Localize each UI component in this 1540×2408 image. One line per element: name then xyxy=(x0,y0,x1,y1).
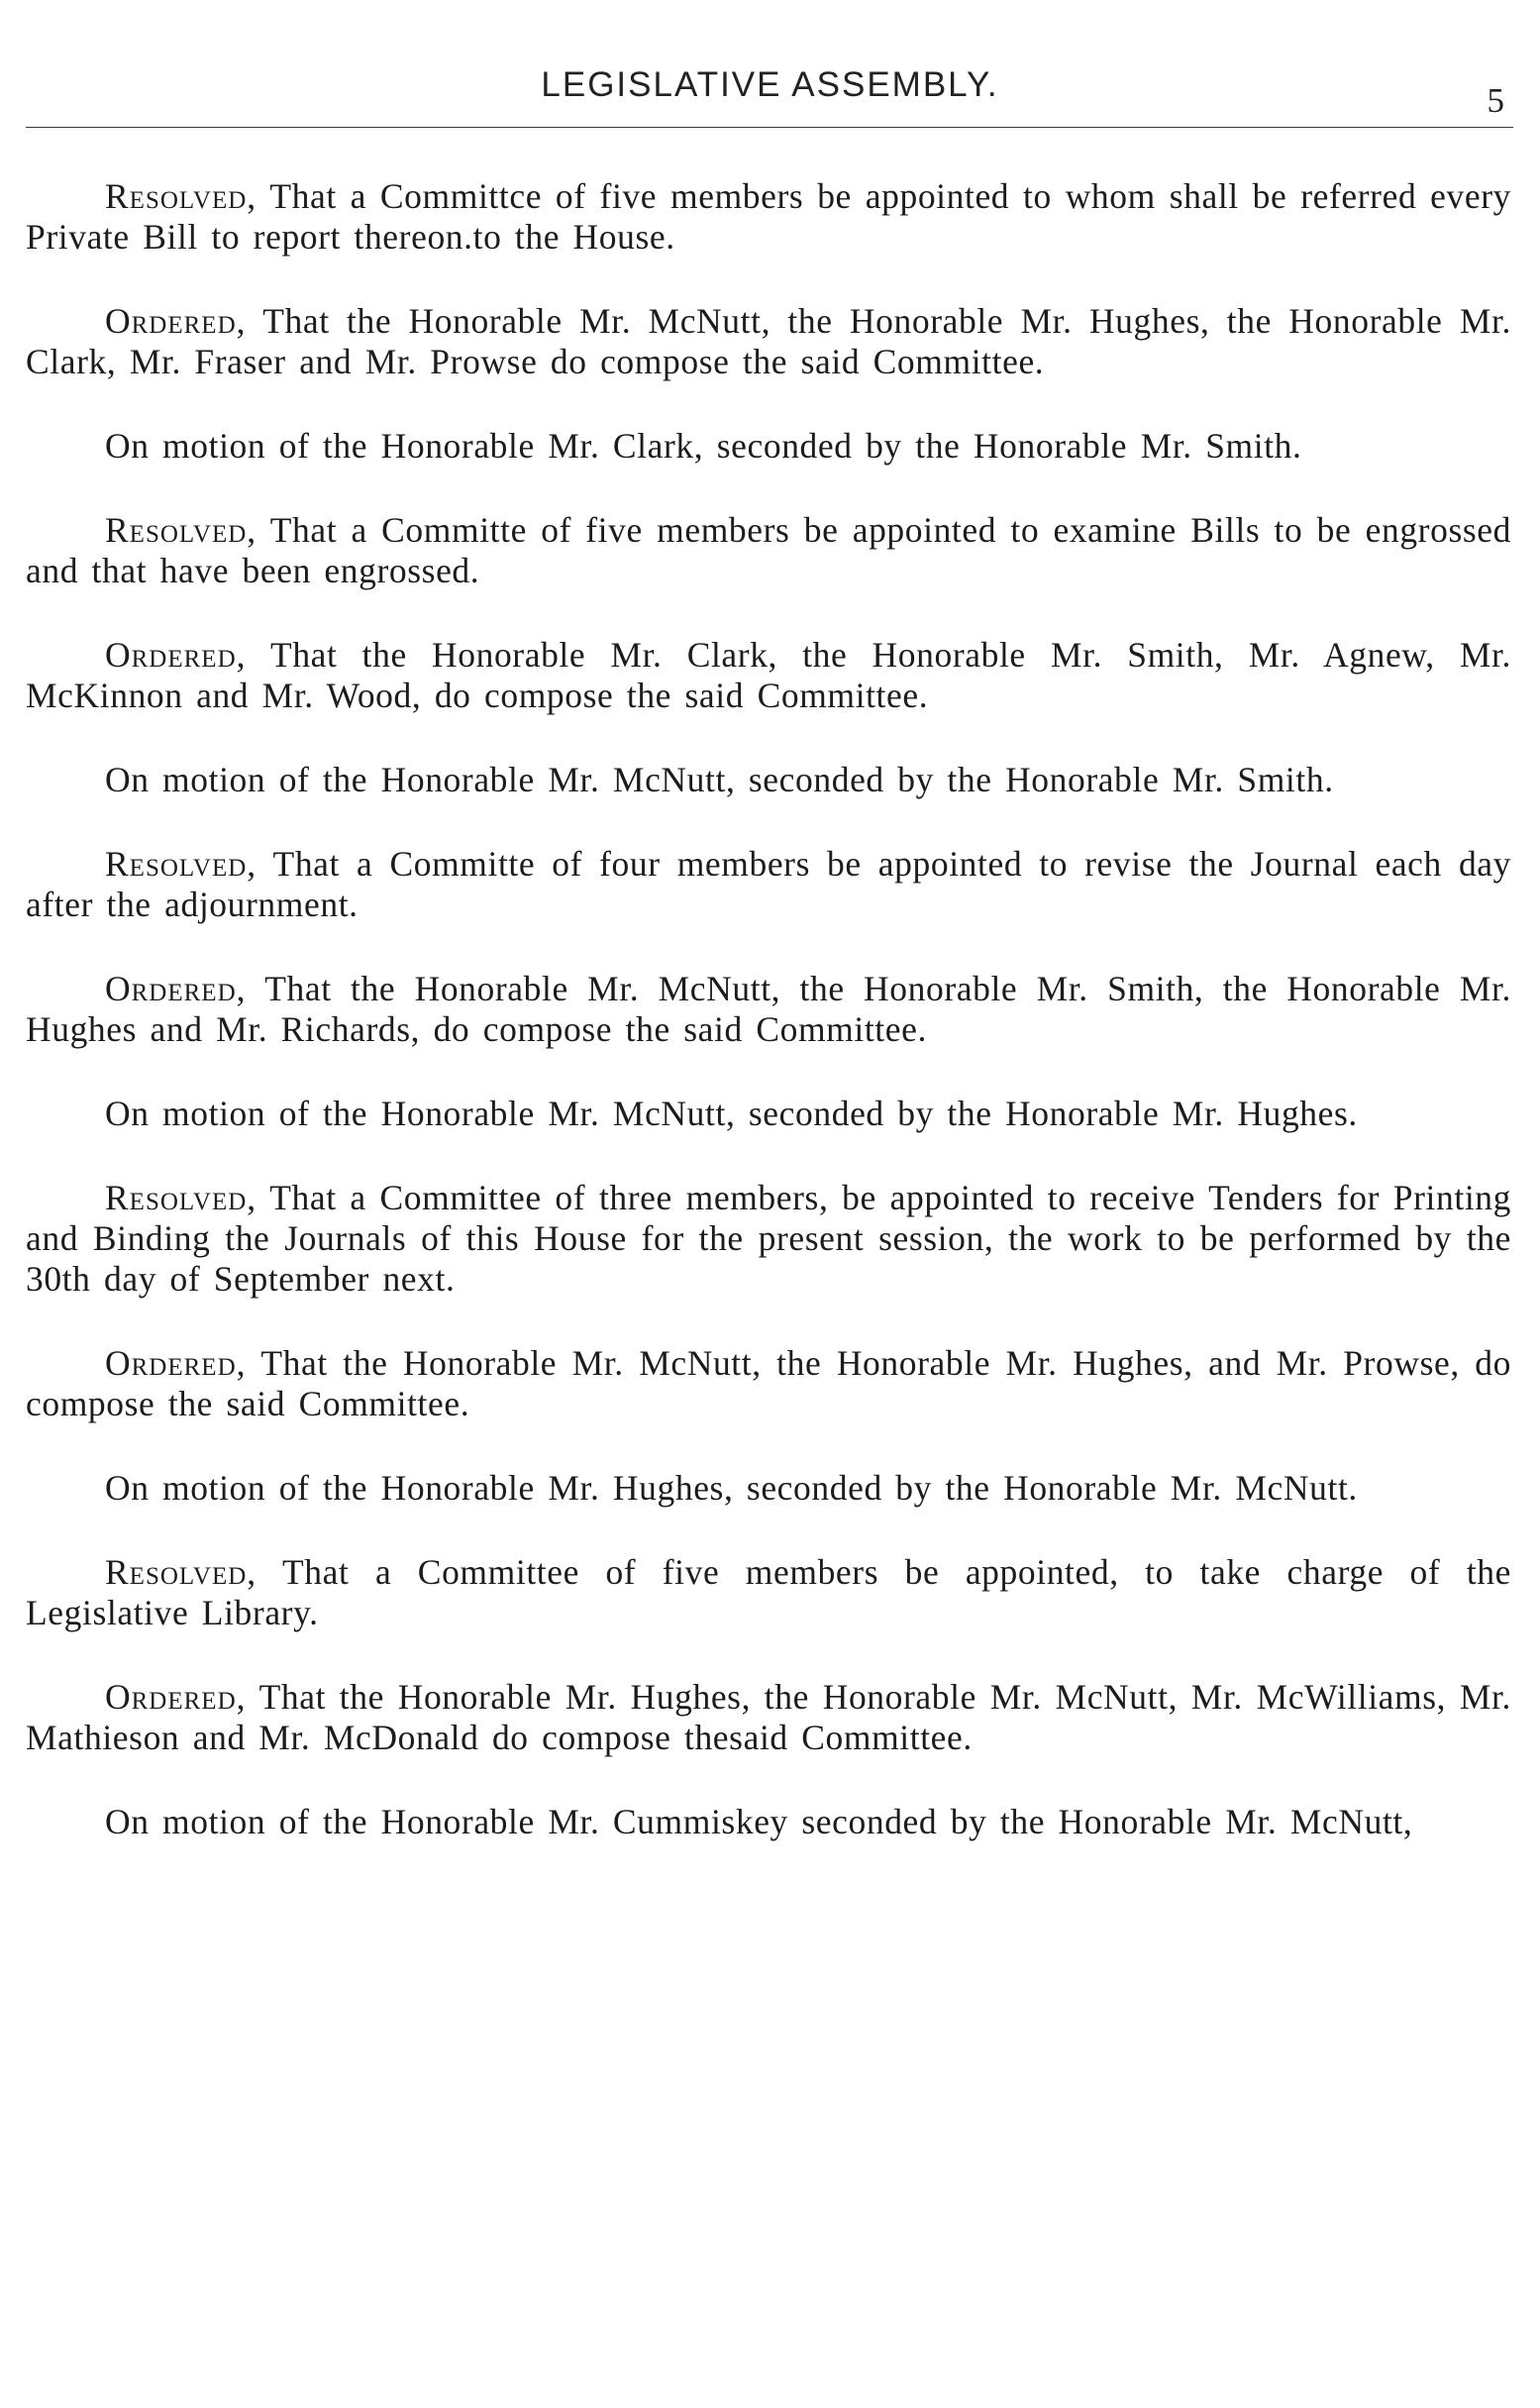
paragraph-lead: Ordered, xyxy=(105,635,247,675)
paragraph-lead: Ordered, xyxy=(105,301,247,341)
resolution-paragraph xyxy=(26,1178,1511,1300)
paragraph-text: That a Committee of five members be appointed, to take charge of the Legislative Library. xyxy=(26,1552,1511,1632)
motion-paragraph xyxy=(26,1802,1511,1842)
paragraph-lead: Ordered, xyxy=(105,1677,247,1717)
header-rule xyxy=(26,127,1513,128)
paragraph-text: On motion of the Honorable Mr. Hughes, seconded by the Honorable Mr. McNutt. xyxy=(105,1468,1358,1508)
motion-paragraph xyxy=(26,426,1511,467)
resolution-paragraph xyxy=(26,1552,1511,1633)
motion-paragraph xyxy=(26,1468,1511,1509)
paragraph-lead: Resolved, xyxy=(105,1552,257,1592)
paragraph-text: On motion of the Honorable Mr. Cummiskey seconded by the Honorable Mr. McNutt, xyxy=(105,1802,1413,1841)
paragraph-lead: Resolved, xyxy=(105,510,257,550)
paragraph-text: That the Honorable Mr. Clark, the Honorable Mr. Smith, Mr. Agnew, Mr. McKinnon and Mr. Wood, do compose the said Committee. xyxy=(26,635,1511,715)
order-paragraph xyxy=(26,1343,1511,1424)
paragraph-text: That a Committe of four members be appointed to revise the Journal each day after the adjournment. xyxy=(26,844,1511,924)
paragraph-text: On motion of the Honorable Mr. Clark, seconded by the Honorable Mr. Smith. xyxy=(105,426,1302,466)
paragraph-text: That a Committee of three members, be appointed to receive Tenders for Printing and Binding the Journals of this House for the present session, the work to be performed by the 30th day of September next. xyxy=(26,1178,1511,1299)
order-paragraph xyxy=(26,301,1511,382)
running-head: LEGISLATIVE ASSEMBLY. xyxy=(541,65,999,104)
resolution-paragraph xyxy=(26,176,1511,258)
paragraph-text: On motion of the Honorable Mr. McNutt, seconded by the Honorable Mr. Hughes. xyxy=(105,1094,1358,1133)
order-paragraph xyxy=(26,1677,1511,1758)
paragraph-text: That a Committe of five members be appointed to examine Bills to be engrossed and that have been engrossed. xyxy=(26,510,1511,590)
paragraph-text: That the Honorable Mr. Hughes, the Honorable Mr. McNutt, Mr. McWilliams, Mr. Mathieson and Mr. McDonald do compose thesaid Committee. xyxy=(26,1677,1511,1757)
order-paragraph xyxy=(26,969,1511,1050)
journal-body xyxy=(26,176,1511,1886)
paragraph-text: That the Honorable Mr. McNutt, the Honorable Mr. Hughes, and Mr. Prowse, do compose the said Committee. xyxy=(26,1343,1511,1423)
order-paragraph xyxy=(26,635,1511,716)
page-number: 5 xyxy=(1487,81,1504,120)
resolution-paragraph xyxy=(26,510,1511,591)
paragraph-text: That a Committce of five members be appointed to whom shall be referred every Private Bill to report thereon.to the House. xyxy=(26,176,1511,257)
paragraph-lead: Ordered, xyxy=(105,1343,247,1383)
paragraph-text: That the Honorable Mr. McNutt, the Honorable Mr. Smith, the Honorable Mr. Hughes and Mr. Richards, do compose the said Committee. xyxy=(26,969,1511,1049)
paragraph-text: That the Honorable Mr. McNutt, the Honorable Mr. Hughes, the Honorable Mr. Clark, Mr. Fraser and Mr. Prowse do compose the said Committee. xyxy=(26,301,1511,381)
motion-paragraph xyxy=(26,1094,1511,1134)
paragraph-lead: Resolved, xyxy=(105,176,257,216)
paragraph-lead: Ordered, xyxy=(105,969,247,1008)
paragraph-text: On motion of the Honorable Mr. McNutt, seconded by the Honorable Mr. Smith. xyxy=(105,760,1334,799)
resolution-paragraph xyxy=(26,844,1511,925)
motion-paragraph xyxy=(26,760,1511,800)
paragraph-lead: Resolved, xyxy=(105,1178,257,1217)
paragraph-lead: Resolved, xyxy=(105,844,257,884)
